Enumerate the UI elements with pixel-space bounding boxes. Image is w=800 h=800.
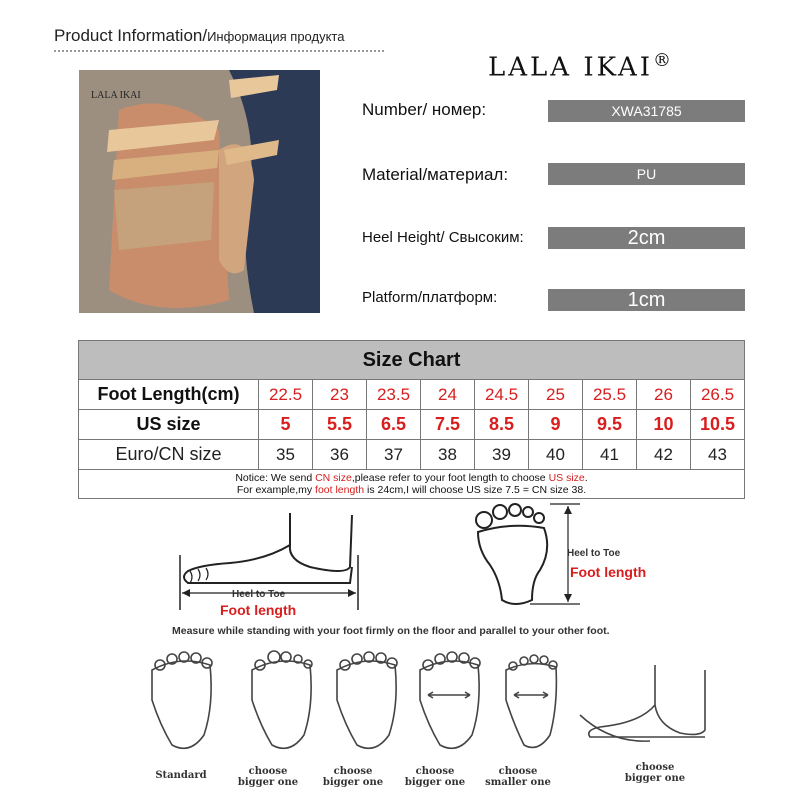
brand-name: LALA IKAI: [488, 52, 654, 83]
notice-text: ,please refer to your foot length to choose: [351, 472, 549, 484]
spec-number-label: Number/ номер:: [362, 100, 487, 119]
table-cell: 10.5: [691, 410, 745, 440]
table-cell: 6.5: [367, 410, 421, 440]
table-cell: 5: [259, 410, 313, 440]
caption-type-4: [395, 766, 475, 788]
table-cell: 10: [637, 410, 691, 440]
caption-line: bigger one: [237, 777, 299, 788]
foot-shape-3: [337, 652, 397, 748]
table-cell: 9: [529, 410, 583, 440]
caption-line: choose: [333, 766, 373, 777]
caption-line: bigger one: [322, 777, 384, 788]
example-text: For example,my: [236, 484, 316, 496]
caption-line: choose: [415, 766, 455, 777]
table-cell: 41: [583, 440, 637, 470]
spec-number-value: XWA31785: [548, 100, 745, 122]
size-chart-table: [78, 340, 745, 499]
measure-instruction: Measure while standing with your foot firmly on the floor and parallel to your other foot.: [172, 625, 610, 637]
size-chart-title: Size Chart: [79, 341, 745, 380]
registered-mark: ®: [653, 50, 672, 71]
foot-length-label-1: Foot length: [220, 602, 297, 618]
table-cell: 23: [313, 380, 367, 410]
title-ru: Информация продукта: [207, 29, 345, 44]
caption-line: Standard: [155, 770, 207, 781]
table-cell: 23.5: [367, 380, 421, 410]
brand-logo: [488, 50, 671, 83]
table-cell: 25: [529, 380, 583, 410]
caption-line: bigger one: [624, 773, 686, 784]
product-photo: [79, 70, 320, 313]
caption-standard: [141, 770, 221, 781]
table-cell: 39: [475, 440, 529, 470]
foot-shape-standard: [152, 652, 212, 748]
table-cell: 25.5: [583, 380, 637, 410]
table-cell: 26: [637, 380, 691, 410]
header-divider: [54, 50, 384, 52]
notice-us-size: US size: [548, 472, 585, 484]
foot-types-diagram: [130, 645, 720, 770]
table-cell: 43: [691, 440, 745, 470]
table-cell: 9.5: [583, 410, 637, 440]
us-size-label: US size: [79, 410, 259, 440]
caption-line: smaller one: [485, 777, 551, 788]
size-notice: [79, 470, 745, 499]
caption-type-5: [478, 766, 558, 788]
caption-line: choose: [248, 766, 288, 777]
foot-shape-6: [580, 665, 705, 741]
table-cell: 24: [421, 380, 475, 410]
caption-line: choose: [635, 762, 675, 773]
product-info-title: [54, 26, 344, 46]
table-cell: 24.5: [475, 380, 529, 410]
table-cell: 37: [367, 440, 421, 470]
spec-heel-value: 2cm: [548, 227, 745, 249]
heel-to-toe-label-2: Heel to Toe: [567, 548, 621, 559]
caption-type-6: [615, 762, 695, 784]
foot-shape-5: [506, 655, 557, 747]
caption-type-3: [313, 766, 393, 788]
photo-watermark: LALA IKAI: [91, 90, 141, 101]
table-cell: 26.5: [691, 380, 745, 410]
table-cell: 22.5: [259, 380, 313, 410]
notice-text: Notice: We send: [235, 472, 316, 484]
table-cell: 8.5: [475, 410, 529, 440]
foot-length-label: Foot Length(cm): [79, 380, 259, 410]
caption-type-2: [228, 766, 308, 788]
table-cell: 36: [313, 440, 367, 470]
notice-cn-size: CN size: [315, 472, 352, 484]
table-cell: 7.5: [421, 410, 475, 440]
table-cell: 42: [637, 440, 691, 470]
spec-material-label: Material/материал:: [362, 165, 509, 184]
sandal-illustration: [79, 70, 320, 313]
spec-material-value: PU: [548, 163, 745, 185]
euro-size-row: [79, 440, 745, 470]
notice-text: .: [584, 472, 588, 484]
spec-heel-label: Heel Height/ Свысоким:: [362, 229, 524, 246]
title-en: Product Information/: [54, 26, 208, 45]
caption-line: bigger one: [404, 777, 466, 788]
spec-platform-value: 1cm: [548, 289, 745, 311]
spec-platform-label: Platform/платформ:: [362, 289, 498, 306]
table-cell: 38: [421, 440, 475, 470]
foot-shape-2: [252, 651, 312, 748]
table-cell: 40: [529, 440, 583, 470]
table-cell: 35: [259, 440, 313, 470]
foot-length-label-2: Foot length: [570, 564, 647, 580]
us-size-row: [79, 410, 745, 440]
table-cell: 5.5: [313, 410, 367, 440]
caption-line: choose: [498, 766, 538, 777]
foot-shape-4: [420, 652, 480, 748]
foot-length-row: [79, 380, 745, 410]
euro-size-label: Euro/CN size: [79, 440, 259, 470]
heel-to-toe-label-1: Heel to Toe: [232, 589, 286, 600]
example-text: is 24cm,I will choose US size 7.5 = CN size 38.: [364, 484, 587, 496]
example-foot-length: foot length: [315, 484, 365, 496]
